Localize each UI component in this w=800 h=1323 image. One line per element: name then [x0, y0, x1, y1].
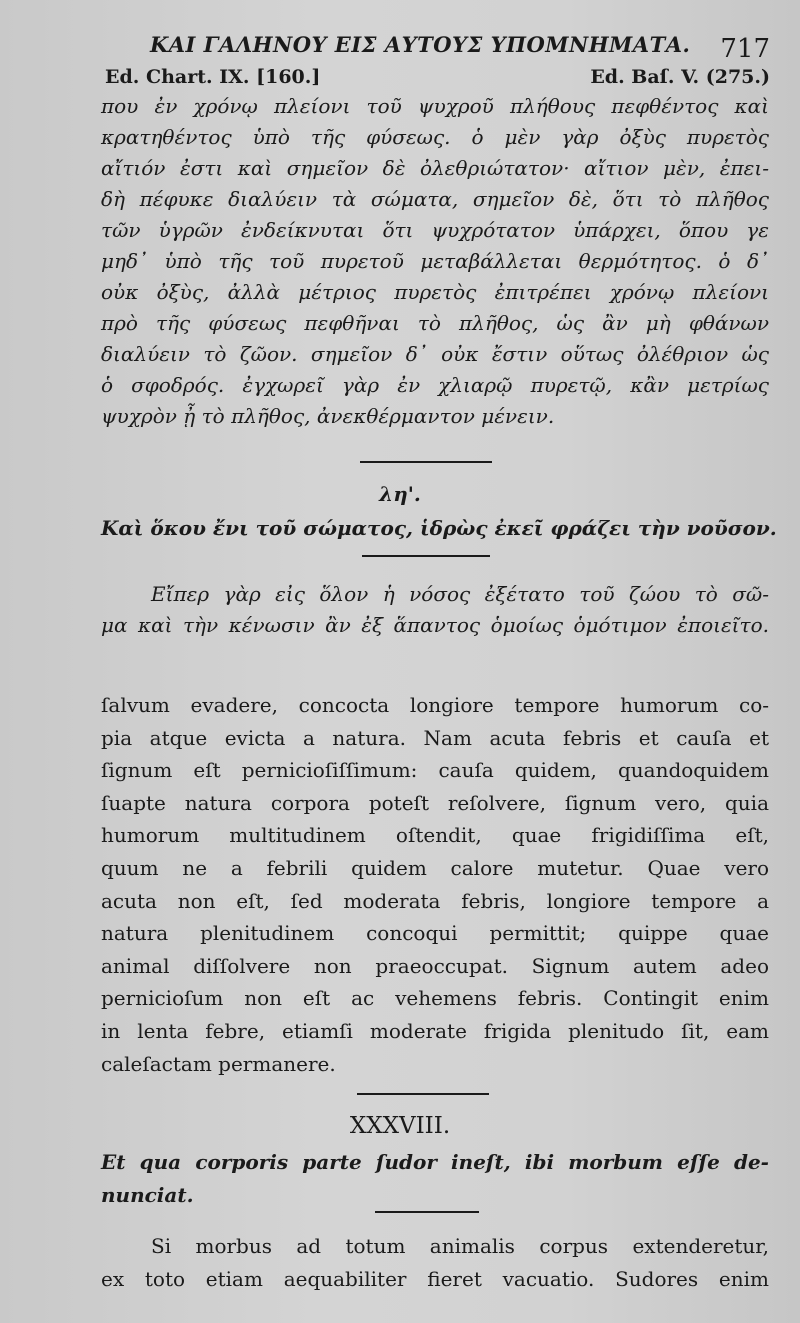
section-divider — [375, 1211, 479, 1213]
latin-translation — [101, 689, 769, 1080]
greek-line: δὴ πέφυκε διαλύειν τὰ σώματα, σημεῖον δὲ, ὅτι τὸ πλῆθος — [101, 187, 769, 211]
latin-aphorism-line: nunciat. — [101, 1182, 194, 1207]
section-divider — [357, 1093, 489, 1095]
greek-line: πρὸ τῆς φύσεως πεφθῆναι τὸ πλῆθος, ὡς ἂν μὴ φθάνων — [101, 311, 769, 335]
latin-line: pernicioſum non eſt ac vehemens febris. Contingit enim — [101, 986, 769, 1011]
latin-line: ſalvum evadere, concocta longiore tempore humorum co- — [101, 693, 769, 717]
greek-aphorism-text: Καὶ ὅκου ἔνι τοῦ σώματος, ἱδρὼς ἐκεῖ φράζει τὴν νοῦσον. — [101, 516, 777, 540]
latin-aphorism-line: Et qua corporis parte ſudor ineſt, ibi morbum eſſe de- — [101, 1150, 769, 1174]
latin-aphorism — [101, 1146, 769, 1211]
running-title: ΚΑΙ ΓΑΛΗΝΟΥ ΕΙΣ ΑΥΤΟΥΣ ΥΠΟΜΝΗΜΑΤΑ. — [150, 32, 691, 57]
latin-line: humorum multitudinem oſtendit, quae frigidiſſima eſt, — [101, 823, 769, 848]
greek-line: κρατηθέντος ὑπὸ τῆς φύσεως. ὁ μὲν γὰρ ὀξὺς πυρετὸς — [101, 125, 769, 149]
latin-line: ſignum eſt pernicioſiſſimum: cauſa quidem, quandoquidem — [101, 758, 769, 783]
latin-line: in lenta febre, etiamſi moderate frigida plenitudo ſit, eam — [101, 1018, 769, 1043]
greek-line: ψυχρὸν ᾖ τὸ πλῆθος, ἀνεκθέρμαντον μένειν. — [101, 404, 555, 428]
greek-section-number: λη'. — [379, 482, 421, 506]
greek-commentary — [101, 91, 769, 432]
greek-line: Εἴπερ γὰρ εἰς ὅλον ἡ νόσος ἐξέτατο τοῦ ζώου τὸ σῶ- — [151, 582, 769, 606]
latin-line: ſuapte natura corpora poteſt reſolvere, ſignum vero, quia — [101, 790, 769, 815]
edition-basel-ref: Ed. Baſ. V. (275.) — [590, 66, 770, 88]
greek-aphorism — [101, 513, 777, 544]
greek-aphorism-commentary — [101, 579, 769, 641]
latin-line: natura plenitudinem concoqui permittit; quippe quae — [101, 921, 769, 946]
section-divider — [360, 461, 492, 463]
greek-line: μα καὶ τὴν κένωσιν ἂν ἐξ ἅπαντος ὁμοίως ὁμότιμον ἐποιεῖτο. — [101, 613, 769, 637]
running-head — [0, 26, 800, 66]
latin-line: quum ne a febrili quidem calore mutetur. Quae vero — [101, 855, 769, 880]
latin-line: pia atque evicta a natura. Nam acuta febris et cauſa et — [101, 725, 769, 750]
latin-line: ex toto etiam aequabiliter fieret vacuatio. Sudores enim — [101, 1266, 769, 1291]
edition-chartier-ref: Ed. Chart. IX. [160.] — [105, 66, 321, 88]
greek-line: οὐκ ὀξὺς, ἀλλὰ μέτριος πυρετὸς ἐπιτρέπει χρόνῳ πλείονι — [101, 280, 769, 304]
section-divider — [362, 555, 490, 557]
latin-aphorism-commentary — [101, 1230, 769, 1295]
page-number: 717 — [720, 34, 770, 64]
edition-references — [0, 66, 800, 92]
latin-line: animal diſſolvere non praeoccupat. Signum autem adeo — [101, 953, 769, 978]
latin-line: caleſactam permanere. — [101, 1051, 336, 1076]
greek-line: διαλύειν τὸ ζῶον. σημεῖον δ᾽ οὐκ ἔστιν οὕτως ὀλέθριον ὡς — [101, 342, 769, 366]
latin-line: Si morbus ad totum animalis corpus extenderetur, — [151, 1234, 769, 1258]
latin-line: acuta non eſt, ſed moderata febris, longiore tempore a — [101, 888, 769, 913]
greek-line: που ἐν χρόνῳ πλείονι τοῦ ψυχροῦ πλήθους πεφθέντος καὶ — [101, 94, 769, 118]
latin-section-number: XXXVIII. — [349, 1113, 451, 1139]
greek-line: τῶν ὑγρῶν ἐνδείκνυται ὅτι ψυχρότατον ὑπάρχει, ὅπου γε — [101, 218, 769, 242]
greek-line: αἴτιόν ἐστι καὶ σημεῖον δὲ ὀλεθριώτατον· αἴτιον μὲν, ἐπει- — [101, 156, 769, 180]
greek-line: μηδ᾽ ὑπὸ τῆς τοῦ πυρετοῦ μεταβάλλεται θερμότητος. ὁ δ᾽ — [101, 249, 769, 273]
greek-line: ὁ σφοδρός. ἐγχωρεῖ γὰρ ἐν χλιαρῷ πυρετῷ, κἂν μετρίως — [101, 373, 769, 397]
